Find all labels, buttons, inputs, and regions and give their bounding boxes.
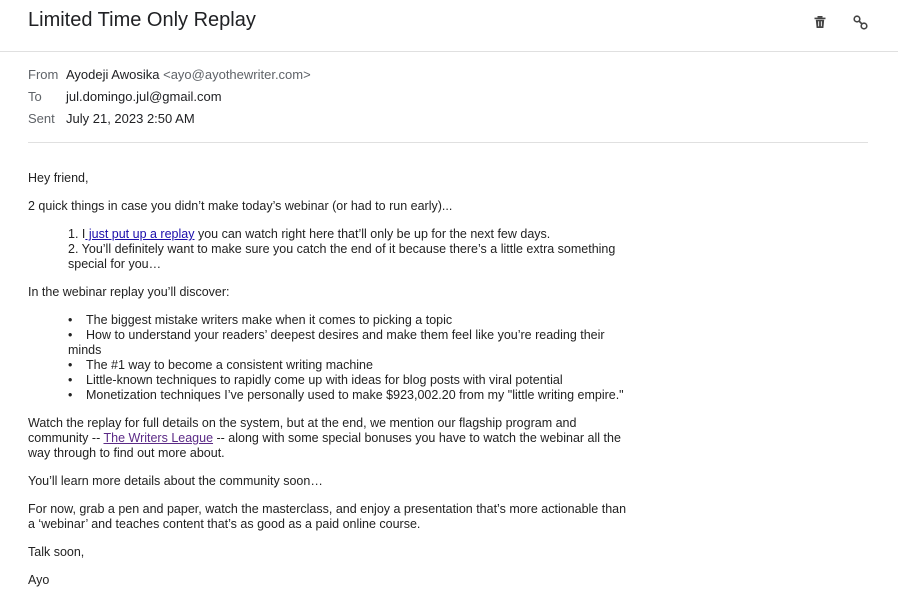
- bullet-text: Little-known techniques to rapidly come up with ideas for blog posts with viral potential: [86, 373, 563, 387]
- from-row: [28, 66, 311, 88]
- from-email: <ayo@ayothewriter.com>: [163, 67, 311, 82]
- signoff: Talk soon,: [28, 545, 85, 559]
- delete-button[interactable]: [809, 11, 831, 33]
- email-body: [28, 171, 628, 601]
- bullet-icon: •: [68, 313, 73, 327]
- list-item-text: you can watch right here that’ll only be up for the next few days.: [194, 227, 551, 241]
- list-item-text: You’ll definitely want to make sure you catch the end of it because there’s a little extra something special for you…: [68, 242, 616, 271]
- bullet-item: [68, 373, 628, 388]
- sent-row: [28, 110, 311, 132]
- list-item-number: 1. I: [68, 227, 86, 241]
- bullet-item: [68, 313, 628, 328]
- from-label: From: [28, 67, 59, 82]
- bullet-text: Monetization techniques I’ve personally used to make $923,002.20 from my "little writing empire.": [86, 388, 624, 402]
- list-item: [68, 227, 628, 242]
- bullet-text: How to understand your readers’ deepest desires and make them feel like you’re reading their minds: [68, 328, 605, 357]
- bullet-text: The #1 way to become a consistent writing machine: [86, 358, 373, 372]
- writers-league-link[interactable]: The Writers League: [103, 431, 214, 445]
- bullet-text: The biggest mistake writers make when it comes to picking a topic: [86, 313, 453, 327]
- bullet-item: [68, 328, 628, 358]
- to-label: To: [28, 89, 42, 104]
- bullet-list: [68, 313, 628, 403]
- trash-icon: [813, 15, 827, 29]
- email-meta: [28, 66, 311, 132]
- email-subject: Limited Time Only Replay: [28, 9, 256, 31]
- to-value: jul.domingo.jul@gmail.com: [66, 89, 222, 104]
- watch-paragraph: [28, 416, 628, 461]
- bullet-icon: •: [68, 388, 73, 402]
- header-divider: [28, 142, 868, 143]
- list-item-number: 2.: [68, 242, 79, 256]
- bullet-icon: •: [68, 358, 73, 372]
- bullet-item: [68, 358, 628, 373]
- watch-text-pre: Watch the replay for full details on the system, but at the end, we mention our flagship program and community --: [28, 416, 577, 445]
- signature: Ayo: [28, 573, 50, 587]
- list-item: [68, 242, 628, 272]
- discover-intro: In the webinar replay you’ll discover:: [28, 285, 230, 299]
- sent-value: July 21, 2023 2:50 AM: [66, 111, 195, 126]
- bullet-icon: •: [68, 373, 73, 387]
- for-now-paragraph: For now, grab a pen and paper, watch the masterclass, and enjoy a presentation that’s more actionable than a ‘webinar’ and teaches content that’s as good as a paid online course.: [28, 502, 627, 531]
- bullet-icon: •: [68, 328, 73, 342]
- ordered-list: [68, 227, 628, 272]
- replay-link[interactable]: just put up a replay: [85, 227, 195, 241]
- to-row: [28, 88, 311, 110]
- intro-paragraph: 2 quick things in case you didn’t make today’s webinar (or had to run early)...: [28, 199, 453, 213]
- email-header: [0, 0, 898, 52]
- watch-text-post: -- along with some special bonuses you have to watch the webinar all the way through to find out more about.: [28, 431, 621, 460]
- bullet-item: [68, 388, 628, 403]
- copy-link-button[interactable]: [849, 11, 871, 33]
- community-paragraph: You’ll learn more details about the community soon…: [28, 474, 323, 488]
- greeting: Hey friend,: [28, 171, 89, 185]
- from-name: Ayodeji Awosika: [66, 67, 160, 82]
- link-icon: [853, 15, 868, 30]
- sent-label: Sent: [28, 111, 55, 126]
